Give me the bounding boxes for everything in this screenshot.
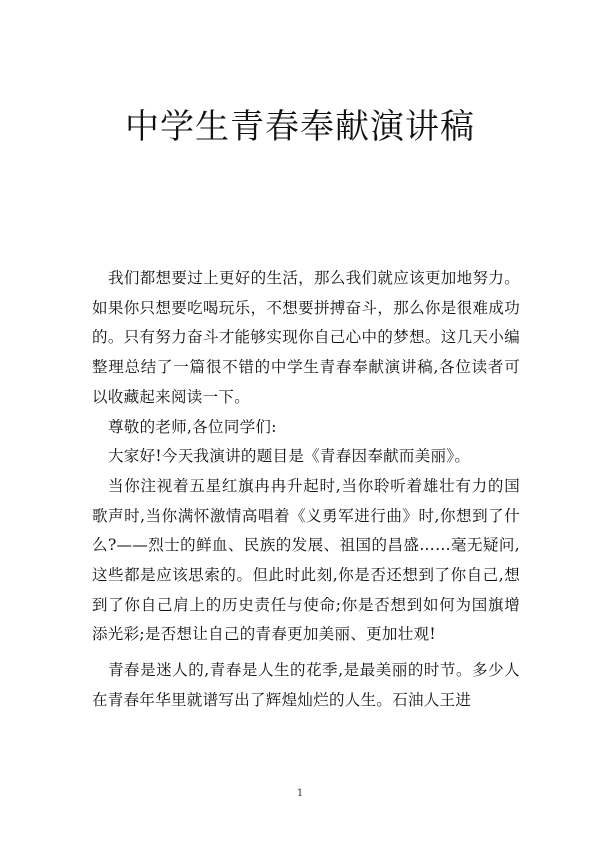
page-number: 1 bbox=[296, 788, 304, 799]
paragraph-intro: 我们都想要过上更好的生活，那么我们就应该更加地努力。如果你只想要吃喝玩乐，不想要拼搏奋斗，那么你是很难成功的。只有努力奋斗才能够实现你自己心中的梦想。这几天小编整理总结了一篇很不错的中学生青春奉献演讲稿,各位读者可以收藏起来阅读一下。 bbox=[92, 269, 520, 406]
paragraph-greeting: 大家好!今天我演讲的题目是《青春因奉献而美丽》。 bbox=[108, 447, 471, 466]
paragraph-youth: 青春是迷人的,青春是人生的花季,是最美丽的时节。多少人在青春年华里就谱写出了辉煌灿烂的人生。石油人王进 bbox=[92, 661, 520, 709]
document-body bbox=[92, 264, 520, 716]
paragraph-salutation: 尊敬的老师,各位同学们: bbox=[108, 417, 277, 436]
paragraph-flag: 当你注视着五星红旗冉冉升起时,当你聆听着雄壮有力的国歌声时,当你满怀激情高唱着《义勇军进行曲》时,你想到了什么?——烈士的鲜血、民族的发展、祖国的昌盛……毫无疑问,这些都是应该思索的。但此时此刻,你是否还想到了你自己,想到了你自己肩上的历史责任与使命;你是否想到如何为国旗增添光彩;是否想让自己的青春更加美丽、更加壮观! bbox=[92, 476, 520, 644]
page-title: 中学生青春奉献演讲稿 bbox=[125, 107, 475, 147]
